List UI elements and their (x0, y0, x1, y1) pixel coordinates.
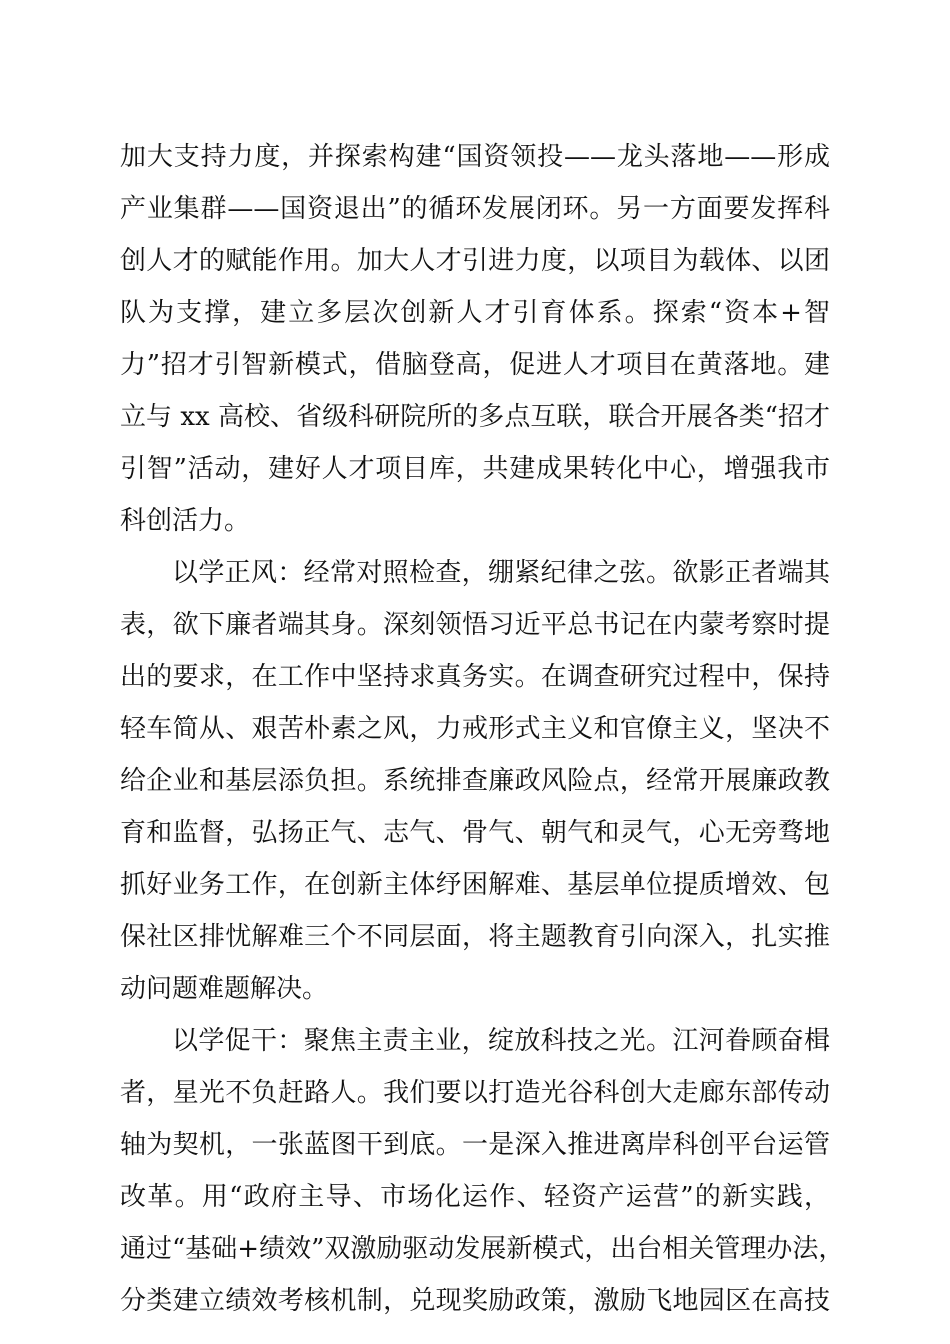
text-line: 科创活力。 (120, 506, 251, 536)
text-line: 队为支撑，建立多层次创新人才引育体系。探索“资本+智 (120, 298, 830, 328)
text-line: 引智”活动，建好人才项目库，共建成果转化中心，增强我市 (120, 454, 830, 484)
text-line: 轴为契机，一张蓝图干到底。一是深入推进离岸科创平台运管 (120, 1130, 830, 1160)
text-line: 育和监督，弘扬正气、志气、骨气、朝气和灵气，心无旁骛地 (120, 818, 830, 848)
text-line: 以学正风：经常对照检查，绷紧纪律之弦。欲影正者端其 (172, 558, 830, 588)
text-line: 创人才的赋能作用。加大人才引进力度，以项目为载体、以团 (120, 246, 830, 276)
text-line: 者，星光不负赶路人。我们要以打造光谷科创大走廊东部传动 (120, 1078, 830, 1108)
document-body (120, 131, 845, 1327)
paragraph-discipline (120, 547, 830, 1015)
text-line: 分类建立绩效考核机制，兑现奖励政策，激励飞地园区在高技 (120, 1286, 830, 1316)
text-line: 产业集群——国资退出”的循环发展闭环。另一方面要发挥科 (120, 194, 830, 224)
text-line: 抓好业务工作，在创新主体纾困解难、基层单位提质增效、包 (120, 870, 830, 900)
text-line: 力”招才引智新模式，借脑登高，促进人才项目在黄落地。建 (120, 350, 830, 380)
text-line: 改革。用“政府主导、市场化运作、轻资产运营”的新实践， (120, 1182, 830, 1212)
text-line: 加大支持力度，并探索构建“国资领投——龙头落地——形成 (120, 142, 830, 172)
text-line: 立与 xx 高校、省级科研院所的多点互联，联合开展各类“招才 (120, 402, 830, 432)
text-line: 保社区排忧解难三个不同层面，将主题教育引向深入，扎实推 (120, 922, 830, 952)
text-line: 出的要求，在工作中坚持求真务实。在调查研究过程中，保持 (120, 662, 830, 692)
text-line: 给企业和基层添负担。系统排查廉政风险点，经常开展廉政教 (120, 766, 830, 796)
paragraph-technology (120, 1015, 845, 1327)
text-line: 轻车简从、艰苦朴素之风，力戒形式主义和官僚主义，坚决不 (120, 714, 830, 744)
text-line: 以学促干：聚焦主责主业，绽放科技之光。江河眷顾奋楫 (172, 1026, 830, 1056)
text-line: 通过“基础+绩效”双激励驱动发展新模式，出台相关管理办法， (120, 1234, 845, 1264)
text-line: 表，欲下廉者端其身。深刻领悟习近平总书记在内蒙考察时提 (120, 610, 830, 640)
paragraph-talent (120, 131, 830, 547)
text-line: 动问题难题解决。 (120, 974, 329, 1004)
